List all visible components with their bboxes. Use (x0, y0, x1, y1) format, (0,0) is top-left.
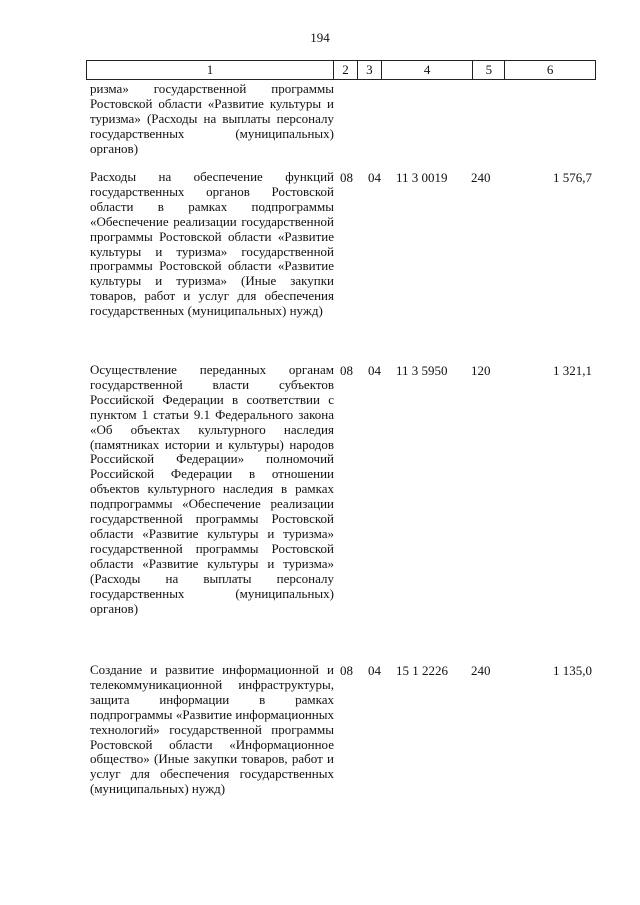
header-col-6: 6 (546, 62, 554, 77)
row-subsection: 04 (368, 363, 381, 378)
row-expense-type: 240 (471, 663, 491, 678)
row-expense-type: 240 (471, 170, 491, 185)
row-section: 08 (340, 363, 353, 378)
header-col-2: 2 (334, 61, 358, 79)
row-subsection: 04 (368, 663, 381, 678)
row-description: Создание и развитие информационной и телекоммуникационной инфраструктуры, защита информации в рамках подпрограммы «Развитие информационных технологий» государственной программы Ростовской области «Информационное общество» (Иные закупки товаров, работ и услуг для обеспечения государственных (муниципальных) нужд) (90, 662, 334, 797)
row-amount: 1 321,1 (553, 363, 592, 378)
row-section: 08 (340, 170, 353, 185)
header-col-5: 5 (473, 61, 505, 79)
row-expense-type: 120 (471, 363, 491, 378)
row-description: Расходы на обеспечение функций государственных органов Ростовской области в рамках подпрограммы «Обеспечение реализации государственной программы Ростовской области «Развитие культуры и туризма» государственной программы Ростовской области «Развитие культуры и туризма» (Иные закупки товаров, работ и услуг для обеспечения государственных (муниципальных) нужд) (90, 169, 334, 319)
row-amount: 1 576,7 (553, 170, 592, 185)
header-col-3: 3 (358, 61, 382, 79)
row-amount: 1 135,0 (553, 663, 592, 678)
row-description: Осуществление переданных органам государственной власти субъектов Российской Федерации в соответствии с пунктом 1 статьи 9.1 Федерального закона «Об объектах культурного наследия (памятниках истории и культуры) народов Российской Федерации» полномочий Российской Федерации в отношении объектов культурного наследия в рамках подпрограммы «Обеспечение реализации государственной программы Ростовской области «Развитие культуры и туризма» государственной программы Ростовской области «Развитие культуры и туризма» (Расходы на выплаты персоналу государственных (муниципальных) органов) (90, 362, 334, 616)
page-number: 194 (310, 30, 330, 45)
row-description: ризма» государственной программы Ростовской области «Развитие культуры и туризма» (Расходы на выплаты персоналу государственных (муниципальных) органов) (90, 81, 334, 156)
row-target-article: 11 3 5950 (396, 363, 448, 378)
header-col-1: 1 (87, 61, 334, 79)
row-section: 08 (340, 663, 353, 678)
table-header-row (86, 60, 596, 80)
row-subsection: 04 (368, 170, 381, 185)
header-col-4: 4 (382, 61, 474, 79)
row-target-article: 15 1 2226 (396, 663, 448, 678)
row-target-article: 11 3 0019 (396, 170, 448, 185)
